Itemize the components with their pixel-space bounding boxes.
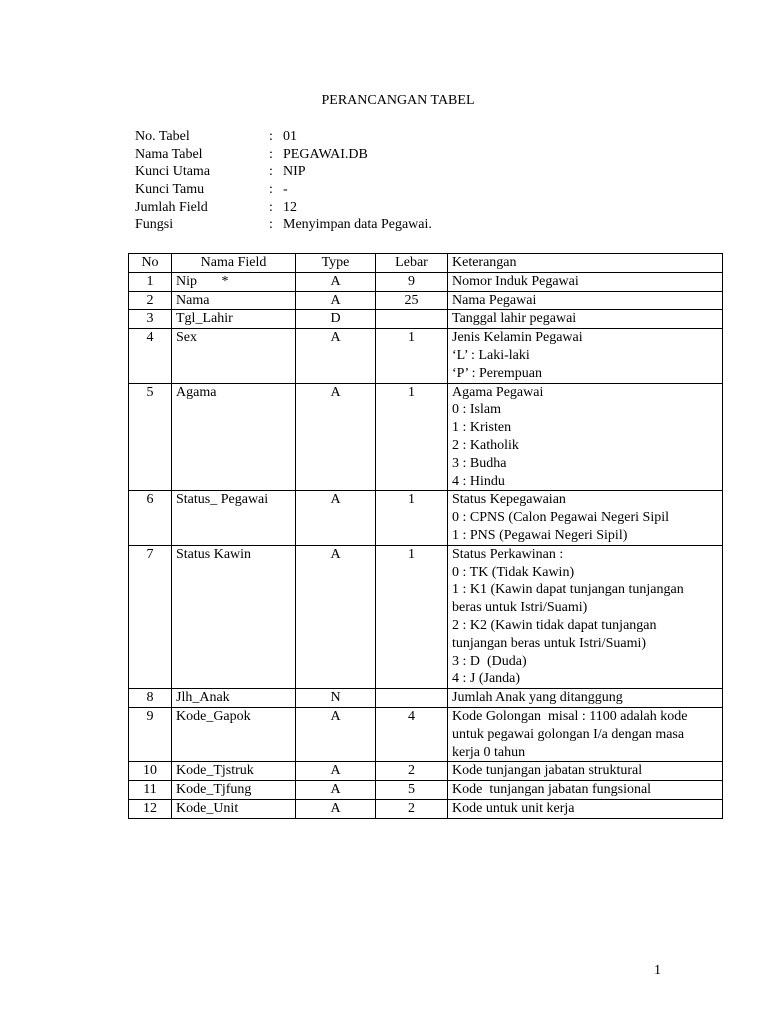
- field-design-table: [128, 253, 723, 819]
- meta-row-no-tabel: [135, 128, 432, 146]
- cell-nama-field: Kode_Gapok: [172, 707, 296, 761]
- cell-no: 11: [129, 781, 172, 800]
- keterangan-line: untuk pegawai golongan I/a dengan masa: [452, 726, 685, 742]
- keterangan-line: 2 : K2 (Kawin tidak dapat tunjangan: [452, 617, 657, 633]
- cell-nama-field: Agama: [172, 383, 296, 491]
- keterangan-line: 2 : Katholik: [452, 437, 519, 453]
- keterangan-line: 3 : D (Duda): [452, 653, 527, 669]
- meta-value: Menyimpan data Pegawai.: [283, 217, 432, 233]
- table-row: [129, 799, 723, 818]
- cell-nama-field: Status Kawin: [172, 545, 296, 688]
- table-row: [129, 272, 723, 291]
- cell-no: 1: [129, 272, 172, 291]
- table-metadata: [135, 128, 432, 234]
- keterangan-line: Nomor Induk Pegawai: [452, 273, 579, 289]
- keterangan-line: Tanggal lahir pegawai: [452, 311, 577, 327]
- cell-keterangan: [448, 781, 723, 800]
- meta-row-kunci-tamu: [135, 181, 432, 199]
- cell-type: A: [296, 291, 376, 310]
- cell-keterangan: [448, 291, 723, 310]
- cell-lebar: 1: [376, 491, 448, 545]
- cell-lebar: 1: [376, 329, 448, 383]
- meta-separator: :: [269, 199, 273, 215]
- cell-type: A: [296, 799, 376, 818]
- keterangan-line: Jenis Kelamin Pegawai: [452, 330, 583, 346]
- header-lebar: Lebar: [376, 254, 448, 273]
- cell-nama-field: Sex: [172, 329, 296, 383]
- meta-row-nama-tabel: [135, 146, 432, 164]
- table-row: [129, 310, 723, 329]
- header-nama-field: Nama Field: [172, 254, 296, 273]
- meta-row-kunci-utama: [135, 163, 432, 181]
- meta-separator: :: [269, 146, 273, 162]
- cell-no: 10: [129, 762, 172, 781]
- cell-type: A: [296, 383, 376, 491]
- keterangan-line: kerja 0 tahun: [452, 744, 526, 760]
- table-row: [129, 707, 723, 761]
- cell-type: A: [296, 781, 376, 800]
- document-title: PERANCANGAN TABEL: [321, 93, 475, 108]
- cell-lebar: 2: [376, 799, 448, 818]
- cell-keterangan: [448, 799, 723, 818]
- meta-row-jumlah-field: [135, 199, 432, 217]
- keterangan-line: Jumlah Anak yang ditanggung: [452, 690, 623, 706]
- header-no: No: [129, 254, 172, 273]
- table-body: [129, 272, 723, 818]
- table-row: [129, 291, 723, 310]
- table-row: [129, 689, 723, 708]
- cell-lebar: 5: [376, 781, 448, 800]
- keterangan-line: 0 : TK (Tidak Kawin): [452, 564, 575, 580]
- cell-type: D: [296, 310, 376, 329]
- cell-nama-field: Kode_Tjfung: [172, 781, 296, 800]
- keterangan-line: 4 : Hindu: [452, 473, 505, 489]
- cell-type: N: [296, 689, 376, 708]
- cell-nama-field: Kode_Unit: [172, 799, 296, 818]
- cell-lebar: 9: [376, 272, 448, 291]
- cell-keterangan: [448, 707, 723, 761]
- meta-label: Kunci Tamu: [135, 182, 205, 198]
- meta-value: -: [283, 182, 288, 198]
- page-number: 1: [654, 963, 661, 978]
- keterangan-line: Status Kepegawaian: [452, 492, 566, 508]
- table-header-row: [129, 254, 723, 273]
- cell-keterangan: [448, 383, 723, 491]
- meta-label: No. Tabel: [135, 129, 190, 144]
- cell-keterangan: [448, 310, 723, 329]
- cell-no: 5: [129, 383, 172, 491]
- keterangan-line: Kode Golongan misal : 1100 adalah kode: [452, 708, 688, 724]
- keterangan-line: ‘P’ : Perempuan: [452, 365, 542, 381]
- table-row: [129, 545, 723, 688]
- cell-lebar: 4: [376, 707, 448, 761]
- keterangan-line: 1 : K1 (Kawin dapat tunjangan tunjangan: [452, 582, 684, 598]
- cell-keterangan: [448, 272, 723, 291]
- meta-label: Nama Tabel: [135, 146, 203, 162]
- keterangan-line: 3 : Budha: [452, 455, 507, 471]
- cell-type: A: [296, 491, 376, 545]
- cell-no: 9: [129, 707, 172, 761]
- keterangan-line: tunjangan beras untuk Istri/Suami): [452, 635, 647, 651]
- meta-value: PEGAWAI.DB: [283, 146, 368, 162]
- cell-lebar: 25: [376, 291, 448, 310]
- keterangan-line: Status Perkawinan :: [452, 546, 564, 562]
- cell-no: 8: [129, 689, 172, 708]
- header-type: Type: [296, 254, 376, 273]
- keterangan-line: 0 : CPNS (Calon Pegawai Negeri Sipil: [452, 510, 669, 526]
- cell-lebar: 1: [376, 545, 448, 688]
- cell-nama-field: Nip *: [172, 272, 296, 291]
- cell-type: A: [296, 545, 376, 688]
- cell-lebar: [376, 310, 448, 329]
- cell-type: A: [296, 272, 376, 291]
- keterangan-line: Kode tunjangan jabatan struktural: [452, 763, 643, 779]
- keterangan-line: Nama Pegawai: [452, 292, 537, 308]
- keterangan-line: beras untuk Istri/Suami): [452, 600, 588, 616]
- keterangan-line: 4 : J (Janda): [452, 671, 521, 687]
- meta-label: Fungsi: [135, 217, 174, 233]
- keterangan-line: ‘L’ : Laki-laki: [452, 347, 530, 363]
- meta-label: Jumlah Field: [135, 199, 208, 215]
- cell-nama-field: Jlh_Anak: [172, 689, 296, 708]
- meta-separator: :: [269, 217, 273, 233]
- cell-nama-field: Nama: [172, 291, 296, 310]
- table-row: [129, 762, 723, 781]
- cell-nama-field: Tgl_Lahir: [172, 310, 296, 329]
- cell-keterangan: [448, 689, 723, 708]
- cell-keterangan: [448, 762, 723, 781]
- cell-nama-field: Kode_Tjstruk: [172, 762, 296, 781]
- meta-value: 12: [283, 199, 297, 215]
- cell-no: 12: [129, 799, 172, 818]
- cell-no: 6: [129, 491, 172, 545]
- cell-type: A: [296, 762, 376, 781]
- table-row: [129, 491, 723, 545]
- header-keterangan: Keterangan: [448, 254, 723, 273]
- meta-row-fungsi: [135, 216, 432, 234]
- cell-no: 2: [129, 291, 172, 310]
- keterangan-line: 1 : PNS (Pegawai Negeri Sipil): [452, 527, 628, 543]
- cell-lebar: [376, 689, 448, 708]
- cell-nama-field: Status_ Pegawai: [172, 491, 296, 545]
- keterangan-line: 1 : Kristen: [452, 420, 512, 436]
- table-row: [129, 781, 723, 800]
- table-row: [129, 329, 723, 383]
- meta-label: Kunci Utama: [135, 164, 211, 180]
- keterangan-line: 0 : Islam: [452, 402, 501, 418]
- cell-no: 4: [129, 329, 172, 383]
- keterangan-line: Agama Pegawai: [452, 384, 544, 400]
- cell-no: 7: [129, 545, 172, 688]
- table-row: [129, 383, 723, 491]
- cell-type: A: [296, 329, 376, 383]
- cell-type: A: [296, 707, 376, 761]
- cell-keterangan: [448, 329, 723, 383]
- cell-keterangan: [448, 491, 723, 545]
- cell-lebar: 2: [376, 762, 448, 781]
- meta-separator: :: [269, 164, 273, 180]
- keterangan-line: Kode tunjangan jabatan fungsional: [452, 782, 652, 798]
- cell-no: 3: [129, 310, 172, 329]
- meta-value: 01: [283, 129, 297, 144]
- meta-separator: :: [269, 182, 273, 198]
- keterangan-line: Kode untuk unit kerja: [452, 800, 575, 816]
- cell-keterangan: [448, 545, 723, 688]
- meta-value: NIP: [283, 164, 306, 180]
- meta-separator: :: [269, 129, 273, 144]
- cell-lebar: 1: [376, 383, 448, 491]
